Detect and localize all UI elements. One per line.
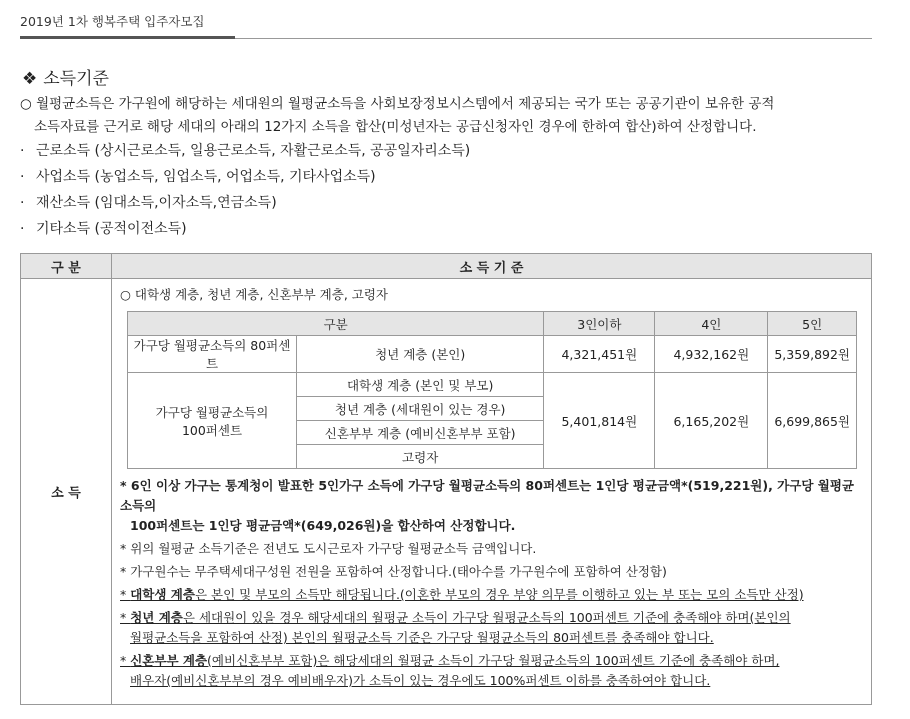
note-student (120, 585, 863, 605)
inner-header-5: 5인 (768, 312, 857, 336)
intro-line-2: 소득자료를 근거로 해당 세대의 아래의 12가지 소득을 합산(미성년자는 공급신청자인 경우에 한하여 합산)하여 산정합니다. (34, 119, 757, 135)
list-item (20, 166, 470, 192)
row2-label-line2: 100퍼센트 (181, 422, 243, 438)
table-row (21, 279, 872, 705)
note-newlywed (120, 651, 863, 691)
section-title (22, 64, 109, 89)
inner-header-4: 4인 (655, 312, 768, 336)
note-4-rest: 은 본인 및 부모의 소득만 해당됩니다.(이혼한 부모의 경우 부양 의무를 이행하고 있는 부 또는 모의 소득만 산정) (194, 587, 804, 602)
intro-paragraph (20, 93, 880, 139)
row-label-income: 소 득 (21, 279, 112, 705)
list-item (20, 218, 470, 244)
note-star: * (120, 653, 131, 668)
note-household-count: * 가구원수는 무주택세대구성원 전원을 포함하여 산정합니다.(태아수를 가구원수에 포함하여 산정함) (120, 564, 667, 579)
income-limit-table (127, 311, 857, 469)
list-item-text: 근로소득 (상시근로소득, 일용근로소득, 자활근로소득, 공공일자리소득) (36, 143, 471, 159)
income-types-list (20, 140, 470, 244)
row2-label-line1: 가구당 월평균소득의 (155, 404, 269, 420)
note-youth (120, 608, 863, 648)
note-large-household (120, 476, 863, 536)
inner-header-row (128, 312, 857, 336)
table-row (128, 336, 857, 373)
note-5-line-2: 월평균소득을 포함하여 산정) 본인의 월평균소득 기준은 가구당 월평균소득의 80퍼센트를 충족해야 합니다. (130, 630, 714, 645)
note-star: * (120, 610, 131, 625)
row2-value-5: 6,699,865원 (768, 373, 857, 469)
col-header-category: 구 분 (21, 254, 112, 279)
row1-label: 가구당 월평균소득의 80퍼센트 (128, 336, 297, 373)
inner-header-group: 구분 (128, 312, 544, 336)
note-6-line-2: 배우자(예비신혼부부의 경우 예비배우자)가 소득이 있는 경우에도 100%퍼센트 이하를 충족하여야 합니다. (130, 673, 711, 688)
row2-sub-1: 대학생 계층 (본인 및 부모) (297, 373, 544, 397)
list-item-text: 재산소득 (임대소득,이자소득,연금소득) (36, 195, 277, 211)
table-row (128, 373, 857, 397)
note-6-rest: (예비신혼부부 포함)은 해당세대의 월평균 소득이 가구당 월평균소득의 100퍼센트 기준에 충족해야 하며, (207, 653, 780, 668)
note-5-rest: 은 세대원이 있을 경우 해당세대의 월평균 소득이 가구당 월평균소득의 100퍼센트 기준에 충족해야 하며(본인의 (182, 610, 791, 625)
intro-text-1: 월평균소득은 가구원에 해당하는 세대원의 월평균소득을 사회보장정보시스템에서 제공되는 국가 또는 공공기관이 보유한 공적 (36, 96, 775, 112)
criteria-cell (112, 279, 872, 705)
intro-line-1 (20, 93, 880, 116)
income-criteria-table (20, 253, 872, 705)
note-star: * (120, 587, 131, 602)
row2-value-3: 5,401,814원 (544, 373, 655, 469)
target-groups: ○ 대학생 계층, 청년 계층, 신혼부부 계층, 고령자 (120, 287, 388, 302)
list-item (20, 140, 470, 166)
col-header-criteria: 소 득 기 준 (112, 254, 872, 279)
row2-label (128, 373, 297, 469)
row2-value-4: 6,165,202원 (655, 373, 768, 469)
section-title-text: 소득기준 (43, 69, 109, 89)
row2-sub-3: 신혼부부 계층 (예비신혼부부 포함) (297, 421, 544, 445)
row2-sub-2: 청년 계층 (세대원이 있는 경우) (297, 397, 544, 421)
notes (120, 476, 863, 691)
document-header (20, 12, 872, 39)
list-item-text: 사업소득 (농업소득, 임업소득, 어업소득, 기타사업소득) (36, 169, 376, 185)
row1-value-3: 4,321,451원 (544, 336, 655, 373)
note-6-bold: 신혼부부 계층 (130, 653, 208, 668)
row2-sub-4: 고령자 (297, 445, 544, 469)
row1-sub: 청년 계층 (본인) (297, 336, 544, 373)
bullet-mark: · (20, 221, 25, 237)
row1-value-4: 4,932,162원 (655, 336, 768, 373)
note-5-bold: 청년 계층 (130, 610, 183, 625)
header-title: 2019년 1차 행복주택 입주자모집 (20, 12, 235, 39)
row1-value-5: 5,359,892원 (768, 336, 857, 373)
bullet-mark: · (20, 169, 25, 185)
bullet-mark: · (20, 195, 25, 211)
list-item (20, 192, 470, 218)
note-basis: * 위의 월평균 소득기준은 전년도 도시근로자 가구당 월평균소득 금액입니다. (120, 541, 537, 556)
diamond-icon: ❖ (22, 69, 38, 89)
list-item-text: 기타소득 (공적이전소득) (36, 221, 187, 237)
table-header-row (21, 254, 872, 279)
inner-header-3: 3인이하 (544, 312, 655, 336)
note-1-line-2: 100퍼센트는 1인당 평균금액*(649,026원)을 합산하여 산정합니다. (130, 518, 516, 533)
note-1-line-1: * 6인 이상 가구는 통계청이 발표한 5인가구 소득에 가구당 월평균소득의 80퍼센트는 1인당 평균금액*(519,221원), 가구당 월평균소득의 (120, 478, 854, 513)
bullet-mark: · (20, 143, 25, 159)
note-4-bold: 대학생 계층 (130, 587, 195, 602)
circle-mark: ○ (20, 96, 32, 112)
